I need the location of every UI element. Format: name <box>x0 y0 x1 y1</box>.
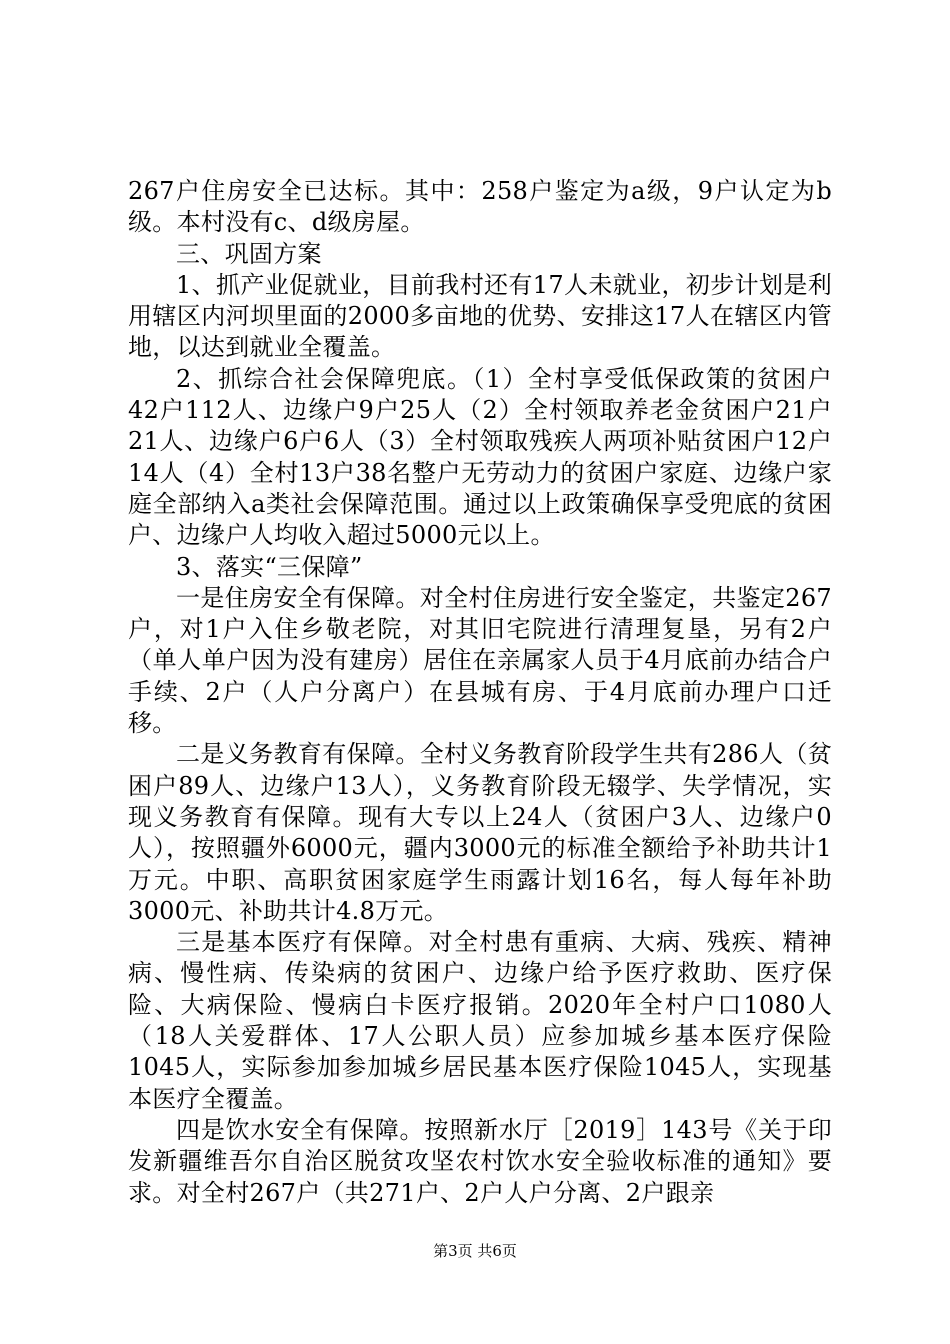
paragraph-compulsory-education: 二是义务教育有保障。全村义务教育阶段学生共有286人（贫困户89人、边缘户13人），义务教育阶段无辍学、失学情况，实现义务教育有保障。现有大专以上24人（贫困户3人、边缘户0人），按照疆外6000元，疆内3000元的标准全额给予补助共计1万元。中职、高职贫困家庭学生雨露计划16名，每人每年补助3000元、补助共计4.8万元。 <box>128 740 832 925</box>
paragraph-basic-medical: 三是基本医疗有保障。对全村患有重病、大病、残疾、精神病、慢性病、传染病的贫困户、边缘户给予医疗救助、医疗保险、大病保险、慢病白卡医疗报销。2020年全村户口1080人（18人关爱群体、17人公职人员）应参加城乡基本医疗保险1045人，实际参加参加城乡居民基本医疗保险1045人，实现基本医疗全覆盖。 <box>128 928 832 1113</box>
paragraph-employment: 1、抓产业促就业，目前我村还有17人未就业，初步计划是利用辖区内河坝里面的2000多亩地的优势、安排这17人在辖区内管地，以达到就业全覆盖。 <box>128 270 832 362</box>
document-body <box>128 176 832 1209</box>
paragraph-three-guarantees-heading: 3、落实“三保障” <box>176 552 363 581</box>
paragraph-social-security: 2、抓综合社会保障兜底。（1）全村享受低保政策的贫困户42户112人、边缘户9户25人（2）全村领取养老金贫困户21户21人、边缘户6户6人（3）全村领取残疾人两项补贴贫困户12户14人（4）全村13户38名整户无劳动力的贫困户家庭、边缘户家庭全部纳入a类社会保障范围。通过以上政策确保享受兜底的贫困户、边缘户人均收入超过5000元以上。 <box>128 364 832 550</box>
section-heading-consolidation-plan: 三、巩固方案 <box>176 239 322 268</box>
paragraph-housing-summary: 267户住房安全已达标。其中：258户鉴定为a级，9户认定为b级。本村没有c、d级房屋。 <box>128 177 832 237</box>
page-footer: 第3页 共6页 <box>433 1242 517 1260</box>
paragraph-drinking-water: 四是饮水安全有保障。按照新水厅［2019］143号《关于印发新疆维吾尔自治区脱贫攻坚农村饮水安全验收标准的通知》要求。对全村267户（共271户、2户人户分离、2户跟亲 <box>128 1115 832 1207</box>
paragraph-housing-safety: 一是住房安全有保障。对全村住房进行安全鉴定，共鉴定267户，对1户入住乡敬老院，对其旧宅院进行清理复垦，另有2户（单人单户因为没有建房）居住在亲属家人员于4月底前办结合户手续、2户（人户分离户）在县城有房、于4月底前办理户口迁移。 <box>128 583 832 738</box>
